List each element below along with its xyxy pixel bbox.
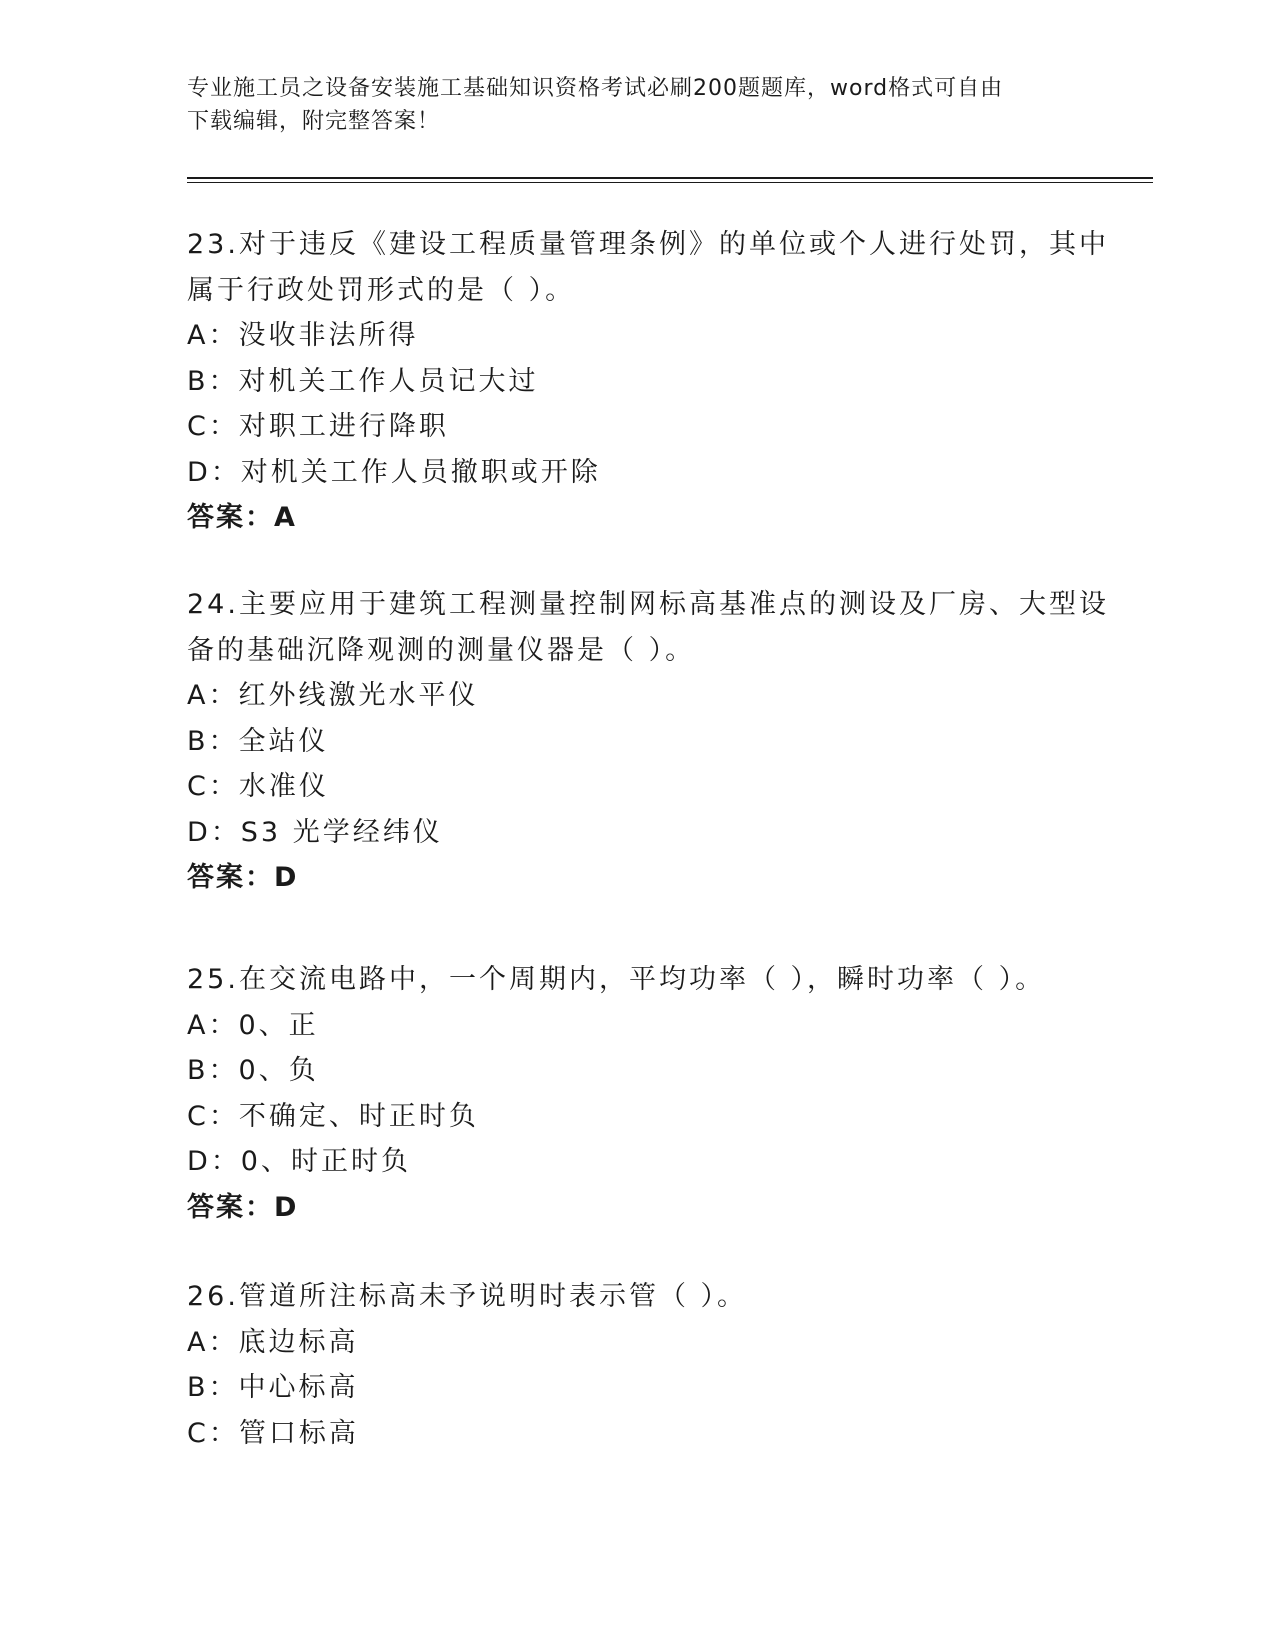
answer-label: 答案：A xyxy=(187,502,297,533)
option-d: D：S3 光学经纬仪 xyxy=(187,816,443,848)
question-26 xyxy=(187,1274,1087,1456)
answer-label: 答案：D xyxy=(187,1191,299,1223)
option-d: D：对机关工作人员撤职或开除 xyxy=(187,456,601,488)
option-a: A：没收非法所得 xyxy=(187,320,419,351)
question-25 xyxy=(187,957,1087,1230)
option-d: D：0、时正时负 xyxy=(187,1146,411,1177)
question-24 xyxy=(187,582,1109,901)
option-b: B：中心标高 xyxy=(187,1372,359,1403)
question-23 xyxy=(187,222,1109,541)
option-b: B：全站仪 xyxy=(187,725,329,757)
question-stem: 24.主要应用于建筑工程测量控制网标高基准点的测设及厂房、大型设 xyxy=(187,589,1109,620)
option-a: A：红外线激光水平仪 xyxy=(187,680,479,711)
option-c: C：水准仪 xyxy=(187,771,329,802)
question-stem: 25.在交流电路中，一个周期内，平均功率（ ），瞬时功率（ ）。 xyxy=(187,964,1046,995)
option-a: A：底边标高 xyxy=(187,1326,359,1358)
header-line-2: 下载编辑，附完整答案！ xyxy=(187,109,441,134)
option-c: C：对职工进行降职 xyxy=(187,411,449,442)
option-b: B：对机关工作人员记大过 xyxy=(187,365,539,397)
header-divider-thick xyxy=(187,177,1153,179)
question-stem: 26.管道所注标高未予说明时表示管（ ）。 xyxy=(187,1281,748,1312)
question-stem-continued: 属于行政处罚形式的是（ ）。 xyxy=(187,274,576,306)
option-c: C：不确定、时正时负 xyxy=(187,1100,479,1132)
header-divider-thin xyxy=(187,182,1153,183)
option-b: B：0、负 xyxy=(187,1055,319,1086)
question-stem: 23.对于违反《建设工程质量管理条例》的单位或个人进行处罚，其中 xyxy=(187,229,1109,260)
document-header xyxy=(187,72,1067,138)
option-a: A：0、正 xyxy=(187,1009,319,1041)
option-c: C：管口标高 xyxy=(187,1417,359,1449)
question-stem-continued: 备的基础沉降观测的测量仪器是（ ）。 xyxy=(187,634,696,666)
header-line-1: 专业施工员之设备安装施工基础知识资格考试必刷200题题库，word格式可自由 xyxy=(187,76,1004,101)
answer-label: 答案：D xyxy=(187,862,299,893)
